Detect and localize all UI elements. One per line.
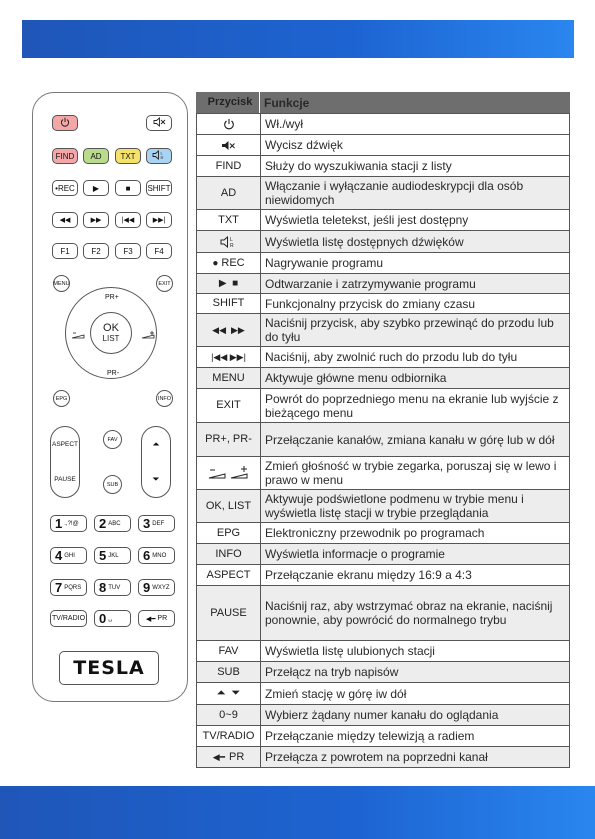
remote-forward-button [83, 212, 109, 228]
function-table [196, 92, 570, 768]
digit: 8 [99, 580, 107, 595]
play-icon: ▶ [92, 183, 100, 193]
remote-key-8 [94, 579, 131, 596]
letters: WXYZ [152, 584, 170, 591]
digit: 5 [99, 548, 107, 563]
digit: 3 [143, 516, 151, 531]
table-row [197, 274, 569, 294]
remote-pr-minus-label: PR- [107, 370, 120, 377]
row-key: SHIFT [197, 294, 261, 313]
remote-ad-button: AD [83, 148, 109, 164]
table-row [197, 177, 569, 210]
remote-key-9 [138, 579, 175, 596]
row-desc: Przełączanie między telewizją a radiem [265, 729, 475, 743]
table-body [196, 114, 570, 768]
remote-rec-button: •REC [52, 180, 78, 196]
table-row [197, 565, 569, 586]
remote-back-pr-button [138, 610, 175, 627]
remote-ok-button [90, 312, 132, 354]
remote-prev-button [115, 212, 141, 228]
row-desc: Nagrywanie programu [265, 256, 384, 270]
table-row [197, 662, 569, 683]
remote-rewind-button [52, 212, 78, 228]
row-desc: Wycisz dźwięk [265, 138, 343, 152]
remote-key-2 [94, 515, 131, 532]
row-desc: Wyświetla listę dostępnych dźwięków [261, 231, 569, 252]
table-row [197, 457, 569, 490]
row-key: INFO [197, 544, 261, 564]
header-function-col: Funkcje [264, 95, 310, 110]
page-down-icon: ⏷ [152, 474, 160, 484]
table-row [197, 523, 569, 544]
remote-key-4 [50, 547, 87, 564]
footer-band [0, 786, 595, 839]
row-desc: Przełączanie kanałów, zmiana kanału w górę lub w dół [261, 423, 569, 456]
table-row [197, 490, 569, 523]
table-row [197, 683, 569, 705]
remote-key-0 [94, 610, 131, 627]
table-row [197, 156, 569, 177]
row-desc: Naciśnij przycisk, aby szybko przewinąć do przodu lub do tyłu [261, 314, 569, 346]
table-row [197, 586, 569, 641]
letters: JKL [108, 552, 119, 559]
table-row [197, 210, 569, 231]
header-button-col: Przycisk [196, 92, 260, 113]
row-key: EPG [197, 523, 261, 543]
row-key: 0~9 [197, 705, 261, 725]
row-desc: Funkcjonalny przycisk do zmiany czasu [265, 296, 476, 311]
row-key: TV/RADIO [197, 726, 261, 746]
letters: ABC [108, 520, 121, 527]
table-row [197, 347, 569, 368]
remote-info-button: INFO [156, 390, 173, 407]
row-desc: Naciśnij, aby zwolnić ruch do przodu lub do tyłu [265, 350, 518, 364]
digit: 6 [143, 548, 151, 563]
volume-icon [197, 457, 261, 489]
row-key [197, 747, 261, 767]
row-desc: Przełącz na tryb napisów [261, 662, 569, 682]
remote-tvradio-button: TV/RADIO [50, 610, 87, 627]
row-key: MENU [197, 368, 261, 388]
play-stop-icon: ▶ ■ [197, 274, 261, 293]
remote-f2-button: F2 [83, 243, 109, 259]
remote-key-7 [50, 579, 87, 596]
letters: GHI [64, 552, 75, 559]
row-key: FIND [197, 156, 261, 176]
row-desc: Naciśnij raz, aby wstrzymać obraz na ekranie, naciśnij ponownie, aby powrócić do normalnego trybu [261, 586, 569, 640]
row-desc: Przełączanie ekranu między 16:9 a 4:3 [265, 568, 472, 582]
svg-text:L: L [160, 150, 163, 156]
digit: 9 [143, 580, 151, 595]
tesla-logo: TESLA [59, 651, 159, 685]
digit: 2 [99, 516, 107, 531]
remote-fav-button: FAV [103, 430, 122, 449]
remote-epg-button: EPG [53, 390, 70, 407]
row-desc: Zmień głośność w trybie zegarka, poruszaj się w lewo i prawo w menu [265, 459, 557, 487]
row-desc: Wł./wył [265, 117, 303, 131]
table-row [197, 231, 569, 253]
row-key: PAUSE [197, 586, 261, 640]
previous-icon: |◀◀ [121, 217, 135, 224]
row-key: AD [197, 177, 261, 209]
remote-page-rocker [141, 426, 171, 498]
record-icon: ● [212, 257, 219, 269]
mute-icon [153, 117, 166, 129]
svg-text:L: L [229, 236, 233, 243]
remote-play-button [83, 180, 109, 196]
remote-audio-button [146, 148, 172, 164]
remote-key-1 [50, 515, 87, 532]
ok-label: OK [103, 322, 119, 334]
row-desc: Służy do wyszukiwania stacji z listy [265, 159, 452, 173]
pause-label: PAUSE [54, 476, 76, 483]
remote-txt-button: TXT [115, 148, 141, 164]
table-row [197, 423, 569, 457]
table-row [197, 705, 569, 726]
row-desc: Wybierz żądany numer kanału do oglądania [261, 705, 569, 725]
remote-f1-button: F1 [52, 243, 78, 259]
table-row [197, 726, 569, 747]
aspect-label: ASPECT [51, 441, 78, 448]
row-desc: Odtwarzanie i zatrzymywanie programu [261, 274, 569, 293]
remote-pr-plus-label: PR+ [105, 294, 119, 301]
power-icon [197, 114, 261, 134]
rewind-icon: ◀◀ [59, 217, 71, 224]
rewind-forward-icon: ◀◀ ▶▶ [197, 314, 261, 346]
remote-key-6 [138, 547, 175, 564]
page-up-icon: ⏶ [152, 439, 160, 449]
remote-sub-button: SUB [103, 475, 122, 494]
row-desc: Wyświetla teletekst, jeśli jest dostępny [265, 213, 469, 227]
remote-key-5 [94, 547, 131, 564]
remote-shift-button: SHIFT [146, 180, 172, 196]
remote-menu-button: MENU [53, 275, 70, 292]
svg-text:R: R [229, 242, 234, 248]
volume-down-icon [71, 331, 85, 341]
row-key: SUB [197, 662, 261, 682]
table-row [197, 294, 569, 314]
back-pr-label: PR [157, 615, 168, 622]
remote-next-button [146, 212, 172, 228]
fast-forward-icon: ▶▶ [90, 217, 102, 224]
mute-icon [197, 135, 261, 155]
digit: 0 [99, 611, 107, 626]
remote-exit-button: EXIT [156, 275, 173, 292]
remote-find-button: FIND [52, 148, 78, 164]
prev-next-icon: |◀◀ ▶▶| [197, 347, 261, 367]
remote-stop-button [115, 180, 141, 196]
remote-mute-button [146, 115, 172, 131]
remote-power-button [52, 115, 78, 131]
row-desc: Przełącza z powrotem na poprzedni kanał [261, 747, 569, 767]
row-desc: Włączanie i wyłączanie audiodeskrypcji dla osób niewidomych [261, 177, 569, 209]
row-key: FAV [197, 641, 261, 661]
remote-control-illustration [32, 92, 188, 702]
rec-label: REC [221, 256, 245, 269]
row-key: PR+, PR- [197, 423, 261, 456]
table-row [197, 114, 569, 135]
letters: MNO [152, 552, 167, 559]
audio-lr-icon [197, 231, 261, 252]
digit: 4 [55, 548, 63, 563]
remote-aspect-pause-rocker [50, 426, 80, 498]
page-up-down-icon: ⏶ ⏷ [197, 683, 261, 704]
table-row [197, 641, 569, 662]
next-icon: ▶▶| [152, 217, 166, 224]
row-key: OK, LIST [197, 490, 261, 522]
table-row [197, 389, 569, 423]
digit: 1 [55, 516, 63, 531]
row-desc: Aktywuje główne menu odbiornika [261, 368, 569, 388]
back-arrow-icon: ◀━ [212, 751, 226, 762]
svg-text:R: R [160, 155, 164, 160]
letters: .,?!@ [64, 520, 79, 527]
table-row [197, 253, 569, 274]
header-band [22, 20, 574, 58]
pr-label: PR [229, 750, 245, 763]
back-arrow-icon: ◀━ [145, 615, 158, 623]
row-desc: Aktywuje podświetlone podmenu w trybie menu i wyświetla listę stacji w trybie przeglądania [261, 490, 569, 522]
space-symbol: ␣ [108, 616, 113, 622]
volume-up-icon [141, 331, 155, 341]
remote-f4-button: F4 [146, 243, 172, 259]
row-desc: Wyświetla listę ulubionych stacji [265, 644, 435, 658]
audio-lr-icon [152, 150, 166, 162]
table-row [197, 544, 569, 565]
row-desc: Elektroniczny przewodnik po programach [265, 526, 485, 540]
row-key: ASPECT [197, 565, 261, 585]
remote-key-3 [138, 515, 175, 532]
row-key: EXIT [197, 389, 261, 422]
row-desc: Wyświetla informacje o programie [261, 544, 569, 564]
table-row [197, 135, 569, 156]
letters: TUV [108, 584, 121, 591]
row-desc: Powrót do poprzedniego menu na ekranie lub wyjście z bieżącego menu [265, 391, 559, 420]
table-row [197, 747, 569, 768]
row-desc: Zmień stację w górę iw dół [265, 686, 407, 701]
row-key [197, 253, 261, 273]
stop-icon: ■ [125, 183, 131, 193]
letters: PQRS [64, 584, 82, 591]
letters: DEF [152, 520, 165, 527]
list-label: LIST [102, 334, 120, 343]
table-row [197, 314, 569, 347]
power-icon [60, 117, 70, 129]
row-key: TXT [197, 210, 261, 230]
table-row [197, 368, 569, 389]
digit: 7 [55, 580, 63, 595]
remote-f3-button: F3 [115, 243, 141, 259]
table-header [196, 92, 570, 114]
